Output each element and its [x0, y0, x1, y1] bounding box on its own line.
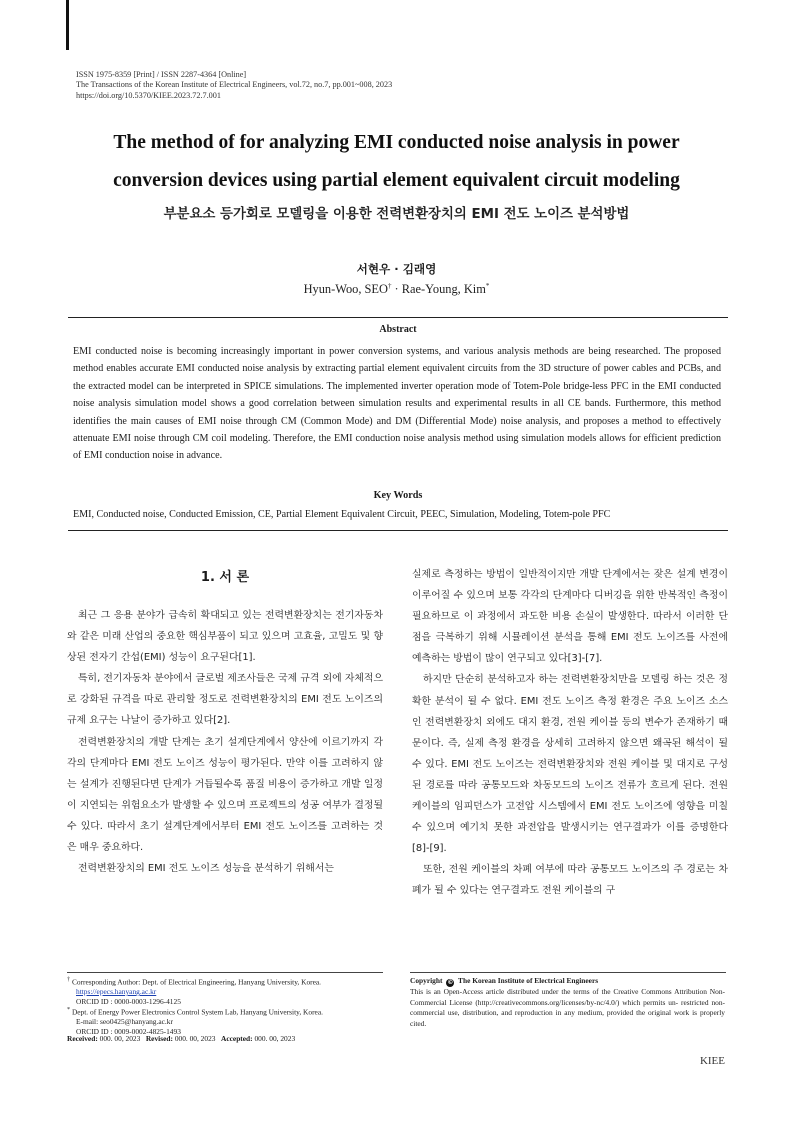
doi-link[interactable]: https://doi.org/10.5370/KIEE.2023.72.7.001: [76, 90, 221, 100]
paper-title: [40, 124, 753, 200]
title-line-1: The method of for analyzing EMI conducted noise analysis in power: [113, 132, 680, 153]
revised-label: Revised:: [145, 1034, 173, 1043]
body-column-left: [67, 605, 383, 879]
abstract-top-rule: [68, 317, 728, 318]
keywords-heading: Key Words: [373, 490, 423, 501]
corresponding-author: Corresponding Author: Dept. of Electrical Engineering, Hanyang University, Korea.: [71, 977, 322, 987]
authors-korean: 서현우 · 김래영: [356, 262, 437, 276]
publisher-footer: KIEE: [699, 1055, 725, 1067]
accepted-label: Accepted:: [221, 1034, 253, 1043]
paragraph: 실제로 측정하는 방법이 일반적이지만 개발 단계에서는 잦은 설계 변경이 이루어질 수 있으며 보통 각각의 단계마다 디버깅을 위한 반복적인 측정이 필요하므로 이 과정에서 과도한 비용 손실이 발생한다. 따라서 이러한 단점을 극복하기 위해 시뮬레이션 분석을 통해 EMI 전도 노이즈를 사전에 예측하는 방법이 많이 연구되고 있다[3]-[7].: [412, 569, 728, 665]
revised-date: 000. 00, 2023: [174, 1034, 216, 1043]
author-1-mark: †: [387, 282, 392, 290]
section-heading: 1. 서 론: [200, 570, 250, 585]
copyright-notice: [410, 976, 725, 1029]
author-1: Hyun-Woo, SEO: [303, 282, 388, 297]
paragraph: 전력변환장치의 EMI 전도 노이즈 성능을 분석하기 위해서는: [78, 863, 334, 875]
journal-citation: The Transactions of the Korean Institute of Electrical Engineers, vol.72, no.7, pp.001~008, 2023: [76, 80, 393, 90]
copyright-icon: ©: [447, 979, 454, 986]
copyright-label: Copyright: [410, 976, 443, 985]
received-label: Received:: [67, 1034, 98, 1043]
received-date: 000. 00, 2023: [99, 1034, 141, 1043]
title-line-2: conversion devices using partial element equivalent circuit modeling: [113, 170, 680, 191]
keywords-text: EMI, Conducted noise, Conducted Emission, CE, Partial Element Equivalent Circuit, PEEC, Simulation, Modeling, Totem-pole PFC: [73, 509, 611, 520]
keywords-bottom-rule: [68, 530, 728, 531]
authors-english: [40, 282, 753, 297]
copyright-holder: The Korean Institute of Electrical Engineers: [458, 976, 599, 985]
journal-header: [76, 70, 392, 101]
author-email: E-mail: seo0425@hanyang.ac.kr: [76, 1017, 173, 1027]
issn-line: ISSN 1975-8359 [Print] / ISSN 2287-4364 [Online]: [76, 70, 247, 79]
left-margin-bar: [66, 0, 69, 50]
copyright-rule: [410, 972, 726, 973]
author-2-mark: *: [485, 282, 490, 290]
orcid-author: ORCID ID : 0009-0002-4825-1493: [76, 1026, 181, 1036]
paragraph: 최근 그 응용 분야가 급속히 확대되고 있는 전력변환장치는 전기자동차와 같은 미래 산업의 중요한 핵심부품이 되고 있으며 고효율, 고밀도 및 향상된 전자기 간섭(EMI) 성능이 요구된다[1].: [67, 610, 383, 664]
paragraph: 전력변환장치의 개발 단계는 초기 설계단계에서 양산에 이르기까지 각각의 단계마다 EMI 전도 노이즈 성능이 평가된다. 만약 이를 고려하지 않는 설계가 진행된다면 단계가 거듭될수록 품질 비용이 증가하고 개발 일정이 지연되는 위험요소가 발생할 수 있으며 프로젝트의 성공 여부가 결정될 수 있다. 따라서 초기 설계단계에서부터 EMI 전도 노이즈를 고려하는 것은 매우 중요하다.: [67, 736, 383, 854]
author-affiliation: Dept. of Energy Power Electronics Control System Lab, Hanyang University, Korea.: [71, 1007, 323, 1017]
abstract-text: EMI conducted noise is becoming increasingly important in power conversion systems, and various analysis methods are being researched. The proposed method enables accurate EMI conducted noise analysis by extracting partial element equivalent circuits from the 3D structure of power cables and PCBs, and the extracted model can be interpreted in SPICE simulations. The implemented inverter operation mode of Totem-Pole bridge-less PFC in the EMI conducted noise analysis simulation model shows a good correlation between simulation results and experimental results in all CE bands. Furthermore, this method identifies the main causes of EMI noise through CM (Common Mode) and DM (Differential Mode) noise analysis, and proposes a method to effectively attenuate EMI noise through CM coil modeling. Therefore, the EMI conduction noise analysis method using simulation models allows for efficient prediction of EMI conduction noise in advance.: [73, 346, 721, 462]
body-column-right: [412, 564, 728, 902]
author-2: Rae-Young, Kim: [401, 282, 486, 297]
paragraph: 또한, 전원 케이블의 차폐 여부에 따라 공통모드 노이즈의 주 경로는 차폐가 될 수 있다는 연구결과도 전원 케이블의 구: [412, 864, 728, 897]
submission-dates: [67, 1034, 295, 1043]
accepted-date: 000. 00, 2023: [254, 1034, 296, 1043]
footnote-rule: [67, 972, 383, 973]
author-footnotes: [67, 976, 387, 1037]
korean-title: 부분요소 등가회로 모델링을 이용한 전력변환장치의 EMI 전도 노이즈 분석방법: [163, 207, 630, 222]
lab-website-link[interactable]: https://epecs.hanyang.ac.kr: [76, 987, 157, 997]
paragraph: 특히, 전기자동차 분야에서 글로벌 제조사들은 국제 규격 외에 자체적으로 강화된 규격을 따로 관리할 정도로 전력변환장치의 EMI 전도 노이즈의 규제 요구는 나날이 증가하고 있다[2].: [67, 673, 383, 727]
dept-mark: *: [67, 1007, 71, 1014]
orcid-corresponding: ORCID ID : 0000-0003-1296-4125: [76, 996, 181, 1006]
abstract-heading: Abstract: [379, 324, 417, 335]
paragraph: 하지만 단순히 분석하고자 하는 전력변환장치만을 모델링 하는 것은 정확한 분석이 될 수 없다. EMI 전도 노이즈 측정 환경은 주요 노이즈 소스인 전력변환장치 외에도 대지 환경, 전원 케이블 등의 변수가 존재하기 때문이다. 즉, 실제 측정 환경을 상세히 고려하지 않으면 왜곡된 해석이 될 수 있다. EMI 전도 노이즈는 전력변환장치와 전원 케이블 및 대지로 구성된 경로를 따라 공통모드와 차동모드의 노이즈 전류가 흐르게 된다. 전원 케이블의 임피던스가 고전압 시스템에서 EMI 전도 노이즈에 영향을 미칠 수 있으며 예기치 못한 과전압을 발생시키는 연구결과가 이를 증명한다[8]-[9].: [412, 674, 728, 855]
author-separator: ·: [391, 282, 402, 297]
corresponding-mark: †: [67, 977, 71, 983]
license-text: This is an Open-Access article distributed under the terms of the Creative Commons Attribution Non-Commercial License (http://creativecommons.org/licenses/by-nc/4.0/) which permits un- restricted non-commercial use, distribution, and reproduction in any medium, provided the original work is properly cited.: [410, 987, 725, 1028]
